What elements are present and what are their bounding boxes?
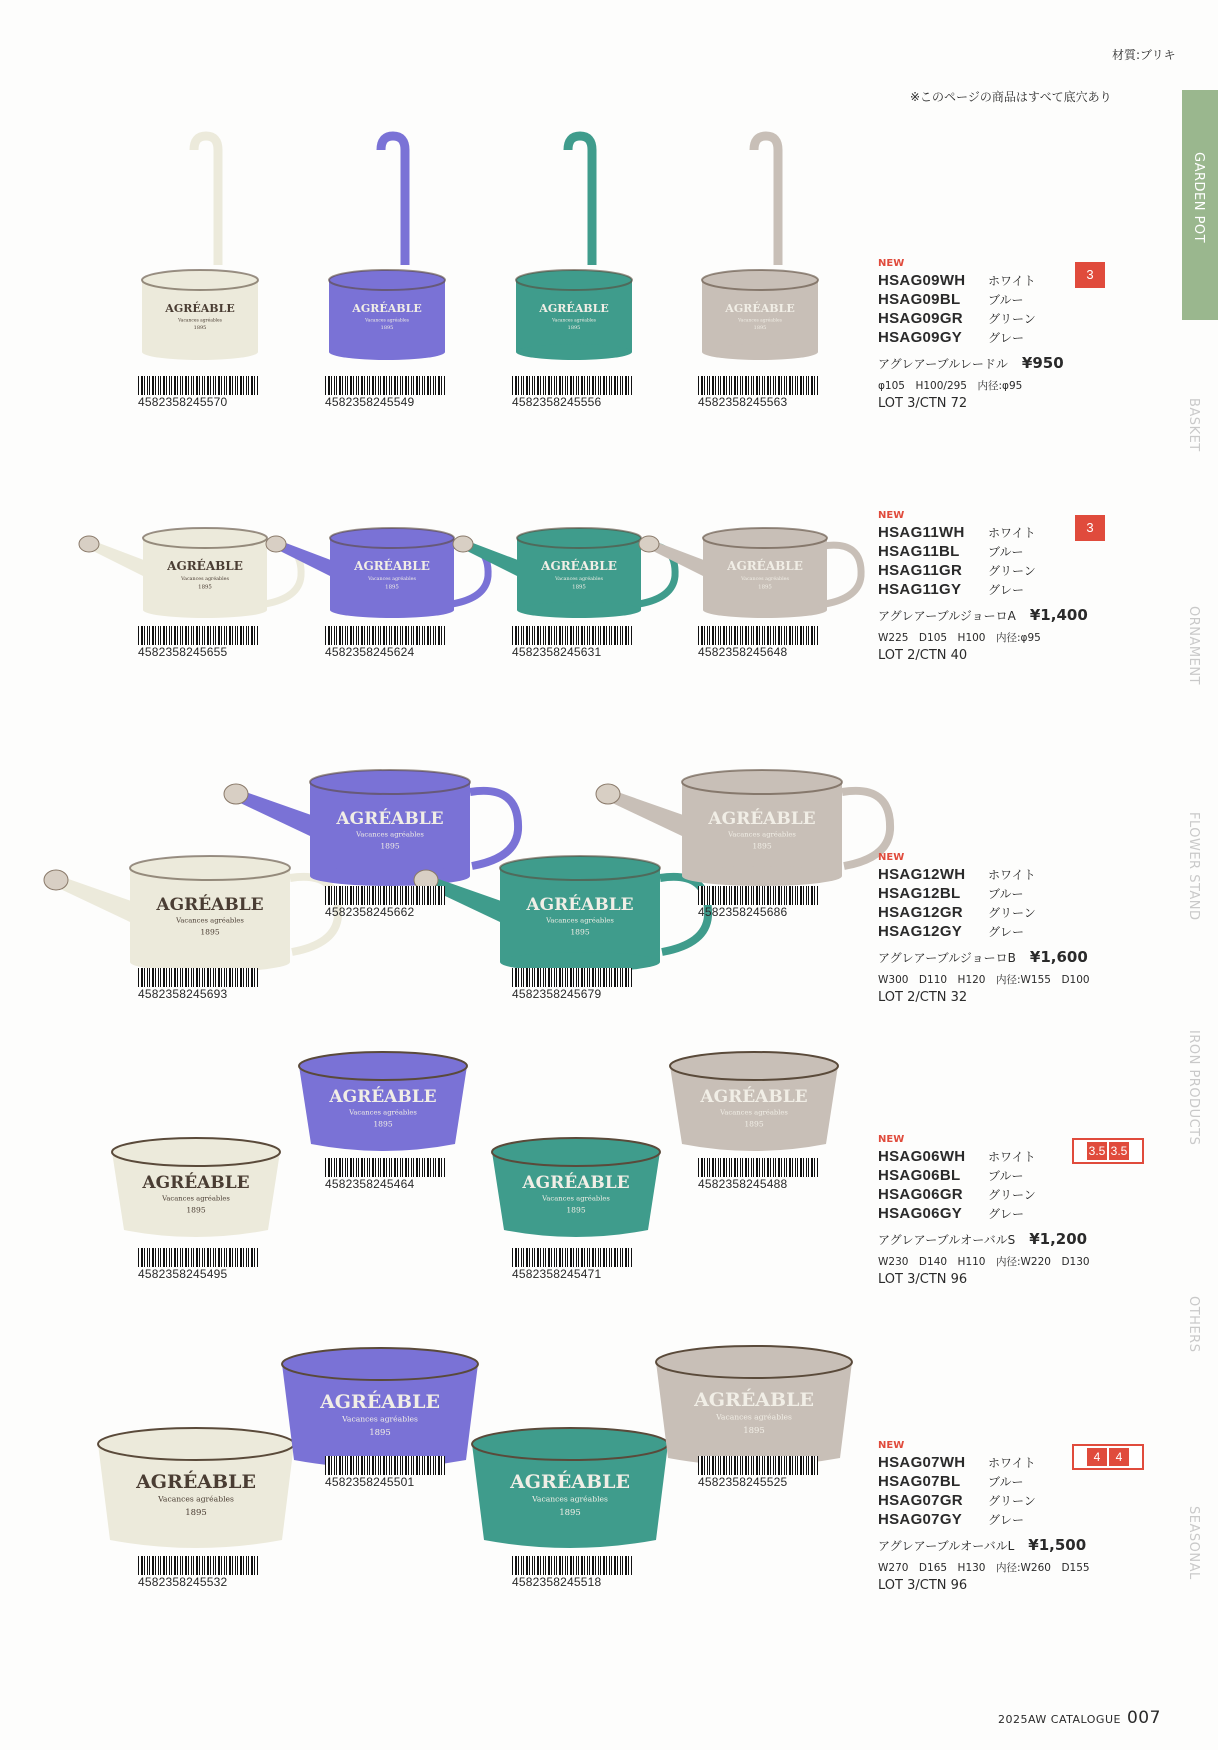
pot-sub-text: Vacances agréables <box>181 577 229 582</box>
pot-brand-text: AGRÉABLE <box>510 1471 630 1493</box>
variant-row <box>878 562 1168 581</box>
barcode-bars <box>512 1248 632 1267</box>
pot-year-text: 1895 <box>570 927 590 937</box>
color-name: ブルー <box>988 545 1024 559</box>
variant-row <box>878 543 1168 562</box>
tab-garden-pot[interactable]: GARDEN POT <box>1182 90 1218 320</box>
barcode-number: 4582358245556 <box>512 395 602 409</box>
barcode-bars <box>698 376 818 395</box>
lot-info: LOT 3/CTN 96 <box>878 1272 968 1287</box>
pot-year-text: 1895 <box>186 1205 206 1215</box>
barcode-bars <box>325 886 445 905</box>
pot-year-text: 1895 <box>753 325 767 332</box>
pot-sub-text: Vacances agréables <box>741 577 789 582</box>
new-badge: NEW <box>878 258 905 269</box>
barcode <box>138 1556 258 1589</box>
capacity-badge <box>1072 1138 1144 1164</box>
variant-row <box>878 885 1168 904</box>
product-name: アグレアーブルジョーロA <box>878 609 1016 623</box>
pot-sub-text: Vacances agréables <box>342 1414 418 1424</box>
product-code: HSAG07BL <box>878 1473 961 1490</box>
product-code: HSAG09BL <box>878 291 961 308</box>
pot-brand-text: AGRÉABLE <box>727 559 803 573</box>
variant-row <box>878 272 1168 291</box>
product-image-hsag07bl <box>282 1348 478 1468</box>
color-name: ブルー <box>988 293 1024 307</box>
barcode-number: 4582358245471 <box>512 1267 602 1281</box>
barcode-bars <box>698 626 818 645</box>
pot-sub-text: Vacances agréables <box>720 1108 788 1117</box>
pot-year-text: 1895 <box>743 1425 765 1436</box>
barcode <box>512 376 632 409</box>
pot-brand-text: AGRÉABLE <box>336 809 444 829</box>
variant-row <box>878 904 1168 923</box>
color-name: ホワイト <box>988 1150 1036 1164</box>
barcode <box>138 968 258 1001</box>
barcode <box>325 626 445 659</box>
pot-sub-text: Vacances agréables <box>532 1494 608 1504</box>
barcode-bars <box>512 376 632 395</box>
product-code: HSAG09GR <box>878 310 963 327</box>
barcode-bars <box>512 626 632 645</box>
variant-row <box>878 310 1168 329</box>
pot-year-text: 1895 <box>380 325 394 332</box>
pot-sub-text: Vacances agréables <box>716 1412 792 1422</box>
drain-hole-note: ※このページの商品はすべて底穴あり <box>910 90 1112 104</box>
product-code: HSAG09GY <box>878 329 963 346</box>
lot-info: LOT 3/CTN 72 <box>878 396 968 411</box>
product-code: HSAG12BL <box>878 885 961 902</box>
barcode-bars <box>138 1556 258 1575</box>
pot-sub-text: Vacances agréables <box>728 830 796 839</box>
pot-brand-text: AGRÉABLE <box>708 809 816 829</box>
product-image-hsag12wh <box>44 856 338 972</box>
product-code: HSAG06GR <box>878 1186 963 1203</box>
barcode <box>698 1456 818 1489</box>
product-price: ¥1,500 <box>1028 1536 1087 1554</box>
product-dimensions: W270 D165 H130 内径:W260 D155 <box>878 1562 1090 1574</box>
product-image-hsag06gr <box>492 1138 660 1237</box>
product-image-hsag09wh <box>142 136 258 360</box>
product-image-hsag09gr <box>516 136 632 360</box>
pot-brand-text: AGRÉABLE <box>725 302 795 315</box>
color-name: ブルー <box>988 1169 1024 1183</box>
barcode <box>698 376 818 409</box>
variant-row <box>878 1492 1168 1511</box>
new-badge: NEW <box>878 1134 905 1145</box>
barcode-number: 4582358245518 <box>512 1575 602 1589</box>
barcode-number: 4582358245495 <box>138 1267 228 1281</box>
color-name: グレー <box>988 331 1025 345</box>
barcode-number: 4582358245570 <box>138 395 228 409</box>
pot-sub-text: Vacances agréables <box>349 1108 417 1117</box>
color-name: ホワイト <box>988 526 1036 540</box>
color-name: グリーン <box>988 1188 1036 1202</box>
barcode <box>325 376 445 409</box>
barcode-number: 4582358245563 <box>698 395 788 409</box>
product-code: HSAG06WH <box>878 1148 966 1165</box>
variant-row <box>878 581 1168 600</box>
variant-row <box>878 1511 1168 1530</box>
pot-year-text: 1895 <box>200 927 220 937</box>
barcode-number: 4582358245532 <box>138 1575 228 1589</box>
barcode-number: 4582358245631 <box>512 645 602 659</box>
capacity-value: 3.5 <box>1110 1144 1128 1158</box>
tab-seasonal[interactable]: SEASONAL <box>1186 1506 1201 1580</box>
barcode-bars <box>138 968 258 987</box>
product-code: HSAG11WH <box>878 524 965 541</box>
product-dimensions: W225 D105 H100 内径:φ95 <box>878 632 1041 644</box>
product-image-hsag06gy <box>670 1052 838 1151</box>
product-image-hsag06bl <box>299 1052 467 1151</box>
barcode-number: 4582358245679 <box>512 987 602 1001</box>
pot-brand-text: AGRÉABLE <box>156 895 264 915</box>
pot-year-text: 1895 <box>566 1205 586 1215</box>
barcode-bars <box>325 1456 445 1475</box>
barcode-number: 4582358245648 <box>698 645 788 659</box>
pot-sub-text: Vacances agréables <box>552 318 596 324</box>
color-name: ブルー <box>988 887 1024 901</box>
pot-sub-text: Vacances agréables <box>158 1494 234 1504</box>
product-image-hsag07gr <box>472 1428 668 1548</box>
capacity-badge: 3 <box>1075 262 1105 288</box>
pot-year-text: 1895 <box>744 1119 764 1129</box>
pot-brand-text: AGRÉABLE <box>541 559 617 573</box>
barcode <box>512 968 632 1001</box>
color-name: ホワイト <box>988 274 1036 288</box>
product-info <box>878 258 1168 411</box>
barcode-number: 4582358245464 <box>325 1177 415 1191</box>
pot-sub-text: Vacances agréables <box>356 830 424 839</box>
tab-basket[interactable]: BASKET <box>1186 398 1201 452</box>
barcode-number: 4582358245501 <box>325 1475 415 1489</box>
barcode-bars <box>512 1556 632 1575</box>
product-info <box>878 852 1168 1005</box>
product-image-hsag09bl <box>329 136 445 360</box>
barcode <box>512 626 632 659</box>
capacity-value: 4 <box>1087 1448 1107 1466</box>
barcode-bars <box>325 1158 445 1177</box>
product-image-hsag07wh <box>98 1428 294 1548</box>
variant-row <box>878 923 1168 942</box>
barcode <box>512 1556 632 1589</box>
variant-row <box>878 1167 1168 1186</box>
pot-sub-text: Vacances agréables <box>555 577 603 582</box>
catalogue-label: 2025AW CATALOGUE <box>998 1713 1121 1726</box>
tab-iron-products[interactable]: IRON PRODUCTS <box>1186 1030 1201 1146</box>
tab-ornament[interactable]: ORNAMENT <box>1186 606 1201 685</box>
variant-row <box>878 524 1168 543</box>
color-name: グレー <box>988 1513 1025 1527</box>
color-name: ホワイト <box>988 1456 1036 1470</box>
color-name: ブルー <box>988 1475 1024 1489</box>
product-code: HSAG12GR <box>878 904 963 921</box>
variant-row <box>878 1186 1168 1205</box>
pot-brand-text: AGRÉABLE <box>694 1389 814 1411</box>
product-image-hsag06wh <box>112 1138 280 1237</box>
product-price: ¥1,400 <box>1029 606 1088 624</box>
barcode-number: 4582358245693 <box>138 987 228 1001</box>
barcode <box>698 886 818 919</box>
pot-year-text: 1895 <box>752 841 772 851</box>
barcode-bars <box>138 626 258 645</box>
product-code: HSAG07GR <box>878 1492 963 1509</box>
barcode-number: 4582358245624 <box>325 645 415 659</box>
barcode <box>138 1248 258 1281</box>
page-number: 007 <box>1126 1708 1161 1728</box>
color-name: グレー <box>988 925 1025 939</box>
pot-brand-text: AGRÉABLE <box>167 559 243 573</box>
tab-flower-stand[interactable]: FLOWER STAND <box>1186 812 1201 921</box>
pot-brand-text: AGRÉABLE <box>142 1173 250 1193</box>
product-image-hsag09gy <box>702 136 818 360</box>
lot-info: LOT 3/CTN 96 <box>878 1578 968 1593</box>
pot-brand-text: AGRÉABLE <box>354 559 430 573</box>
barcode-bars <box>325 376 445 395</box>
new-badge: NEW <box>878 1440 905 1451</box>
product-info <box>878 510 1168 663</box>
pot-sub-text: Vacances agréables <box>162 1194 230 1203</box>
variant-row <box>878 291 1168 310</box>
product-name: アグレアーブルオーバルS <box>878 1233 1016 1247</box>
lot-info: LOT 2/CTN 32 <box>878 990 968 1005</box>
pot-brand-text: AGRÉABLE <box>526 895 634 915</box>
pot-sub-text: Vacances agréables <box>738 318 782 324</box>
product-name: アグレアーブルジョーロB <box>878 951 1016 965</box>
pot-brand-text: AGRÉABLE <box>329 1087 437 1107</box>
barcode-bars <box>325 626 445 645</box>
color-name: グレー <box>988 1207 1025 1221</box>
barcode-number: 4582358245686 <box>698 905 788 919</box>
new-badge: NEW <box>878 510 905 521</box>
barcode-number: 4582358245525 <box>698 1475 788 1489</box>
pot-year-text: 1895 <box>193 325 207 332</box>
pot-sub-text: Vacances agréables <box>542 1194 610 1203</box>
pot-sub-text: Vacances agréables <box>176 916 244 925</box>
color-name: グリーン <box>988 564 1036 578</box>
pot-year-text: 1895 <box>758 584 772 591</box>
pot-brand-text: AGRÉABLE <box>522 1173 630 1193</box>
capacity-value: 4 <box>1109 1448 1129 1466</box>
barcode-number: 4582358245662 <box>325 905 415 919</box>
product-code: HSAG11GR <box>878 562 963 579</box>
product-name: アグレアーブルレードル <box>878 357 1008 371</box>
pot-year-text: 1895 <box>185 1507 207 1518</box>
barcode <box>698 1158 818 1191</box>
barcode <box>138 376 258 409</box>
product-code: HSAG09WH <box>878 272 966 289</box>
pot-brand-text: AGRÉABLE <box>700 1087 808 1107</box>
material-label: 材質:ブリキ <box>1112 48 1176 62</box>
variant-row <box>878 329 1168 348</box>
capacity-value: 3.5 <box>1088 1144 1106 1158</box>
variant-row <box>878 866 1168 885</box>
barcode-bars <box>138 376 258 395</box>
pot-sub-text: Vacances agréables <box>365 318 409 324</box>
pot-year-text: 1895 <box>198 584 212 591</box>
product-price: ¥1,200 <box>1029 1230 1088 1248</box>
pot-year-text: 1895 <box>559 1507 581 1518</box>
pot-year-text: 1895 <box>369 1427 391 1438</box>
lot-info: LOT 2/CTN 40 <box>878 648 968 663</box>
pot-brand-text: AGRÉABLE <box>352 302 422 315</box>
product-price: ¥950 <box>1021 354 1064 372</box>
new-badge: NEW <box>878 852 905 863</box>
tab-others[interactable]: OTHERS <box>1186 1296 1201 1353</box>
color-name: グリーン <box>988 312 1036 326</box>
product-code: HSAG06BL <box>878 1167 961 1184</box>
product-dimensions: W230 D140 H110 内径:W220 D130 <box>878 1256 1090 1268</box>
footer <box>998 1708 1161 1728</box>
product-name: アグレアーブルオーバルL <box>878 1539 1015 1553</box>
product-code: HSAG12GY <box>878 923 963 940</box>
pot-brand-text: AGRÉABLE <box>539 302 609 315</box>
pot-brand-text: AGRÉABLE <box>136 1471 256 1493</box>
product-dimensions: W300 D110 H120 内径:W155 D100 <box>878 974 1090 986</box>
pot-year-text: 1895 <box>373 1119 393 1129</box>
barcode-bars <box>512 968 632 987</box>
barcode-bars <box>698 886 818 905</box>
pot-sub-text: Vacances agréables <box>368 577 416 582</box>
product-dimensions: φ105 H100/295 内径:φ95 <box>878 380 1023 392</box>
product-code: HSAG11BL <box>878 543 960 560</box>
barcode-number: 4582358245549 <box>325 395 415 409</box>
barcode <box>325 1158 445 1191</box>
barcode <box>512 1248 632 1281</box>
pot-year-text: 1895 <box>572 584 586 591</box>
pot-year-text: 1895 <box>385 584 399 591</box>
barcode-bars <box>138 1248 258 1267</box>
pot-year-text: 1895 <box>567 325 581 332</box>
barcode <box>325 1456 445 1489</box>
barcode <box>138 626 258 659</box>
capacity-badge: 3 <box>1075 515 1105 541</box>
product-code: HSAG07WH <box>878 1454 966 1471</box>
variant-row <box>878 1205 1168 1224</box>
product-price: ¥1,600 <box>1029 948 1088 966</box>
barcode-bars <box>698 1456 818 1475</box>
capacity-badge <box>1072 1444 1144 1470</box>
product-code: HSAG06GY <box>878 1205 963 1222</box>
color-name: グリーン <box>988 1494 1036 1508</box>
color-name: グリーン <box>988 906 1036 920</box>
barcode <box>698 626 818 659</box>
product-code: HSAG12WH <box>878 866 966 883</box>
barcode <box>325 886 445 919</box>
pot-brand-text: AGRÉABLE <box>165 302 235 315</box>
pot-sub-text: Vacances agréables <box>178 318 222 324</box>
pot-sub-text: Vacances agréables <box>546 916 614 925</box>
barcode-number: 4582358245655 <box>138 645 228 659</box>
color-name: ホワイト <box>988 868 1036 882</box>
product-image-hsag07gy <box>656 1346 852 1466</box>
product-code: HSAG07GY <box>878 1511 963 1528</box>
product-code: HSAG11GY <box>878 581 962 598</box>
barcode-number: 4582358245488 <box>698 1177 788 1191</box>
variant-row <box>878 1473 1168 1492</box>
barcode-bars <box>698 1158 818 1177</box>
color-name: グレー <box>988 583 1025 597</box>
pot-year-text: 1895 <box>380 841 400 851</box>
pot-brand-text: AGRÉABLE <box>320 1391 440 1413</box>
